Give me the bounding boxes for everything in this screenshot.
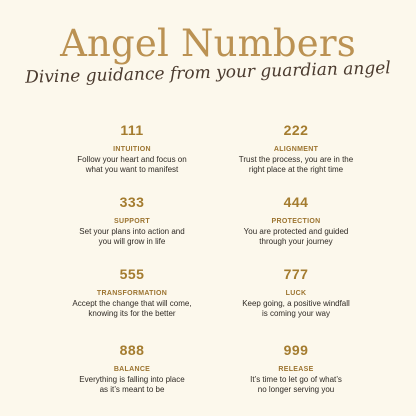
angel-number-meaning: RELEASE [278, 366, 314, 373]
page-title: Angel Numbers [60, 22, 356, 65]
angel-number-meaning: SUPPORT [114, 218, 150, 225]
angel-number: 222 [283, 122, 309, 138]
angel-number: 777 [283, 266, 309, 282]
angel-number: 111 [120, 122, 144, 138]
angel-number-meaning: INTUITION [113, 146, 151, 153]
angel-number-description: Everything is falling into place as it’s meant to be [79, 375, 185, 394]
angel-number: 999 [283, 342, 309, 358]
angel-number-meaning: PROTECTION [271, 218, 321, 225]
angel-number: 888 [119, 342, 145, 358]
angel-card-777 [206, 265, 386, 319]
angel-number: 333 [119, 194, 145, 210]
angel-number-description: Keep going, a positive windfall is coming your way [242, 299, 350, 318]
angel-card-111 [42, 121, 222, 175]
angel-number: 444 [283, 194, 309, 210]
angel-number-description: Accept the change that will come, knowing its for the better [72, 299, 192, 318]
page-subtitle: Divine guidance from your guardian angel [24, 58, 391, 88]
angel-card-333 [42, 193, 222, 247]
angel-number: 555 [119, 266, 145, 282]
angel-number-meaning: ALIGNMENT [273, 146, 319, 153]
angel-number-description: You are protected and guided through your journey [243, 227, 349, 246]
angel-card-444 [206, 193, 386, 247]
angel-card-222 [206, 121, 386, 175]
angel-card-555 [42, 265, 222, 319]
angel-number-description: It’s time to let go of what’s no longer serving you [250, 375, 342, 394]
angel-number-meaning: LUCK [285, 290, 307, 297]
angel-number-description: Follow your heart and focus on what you want to manifest [77, 155, 187, 174]
angel-card-888 [42, 341, 222, 395]
angel-number-description: Set your plans into action and you will grow in life [79, 227, 185, 246]
angel-number-meaning: BALANCE [113, 366, 151, 373]
angel-card-999 [206, 341, 386, 395]
angel-number-description: Trust the process, you are in the right place at the right time [238, 155, 354, 174]
angel-number-meaning: TRANSFORMATION [96, 290, 168, 297]
